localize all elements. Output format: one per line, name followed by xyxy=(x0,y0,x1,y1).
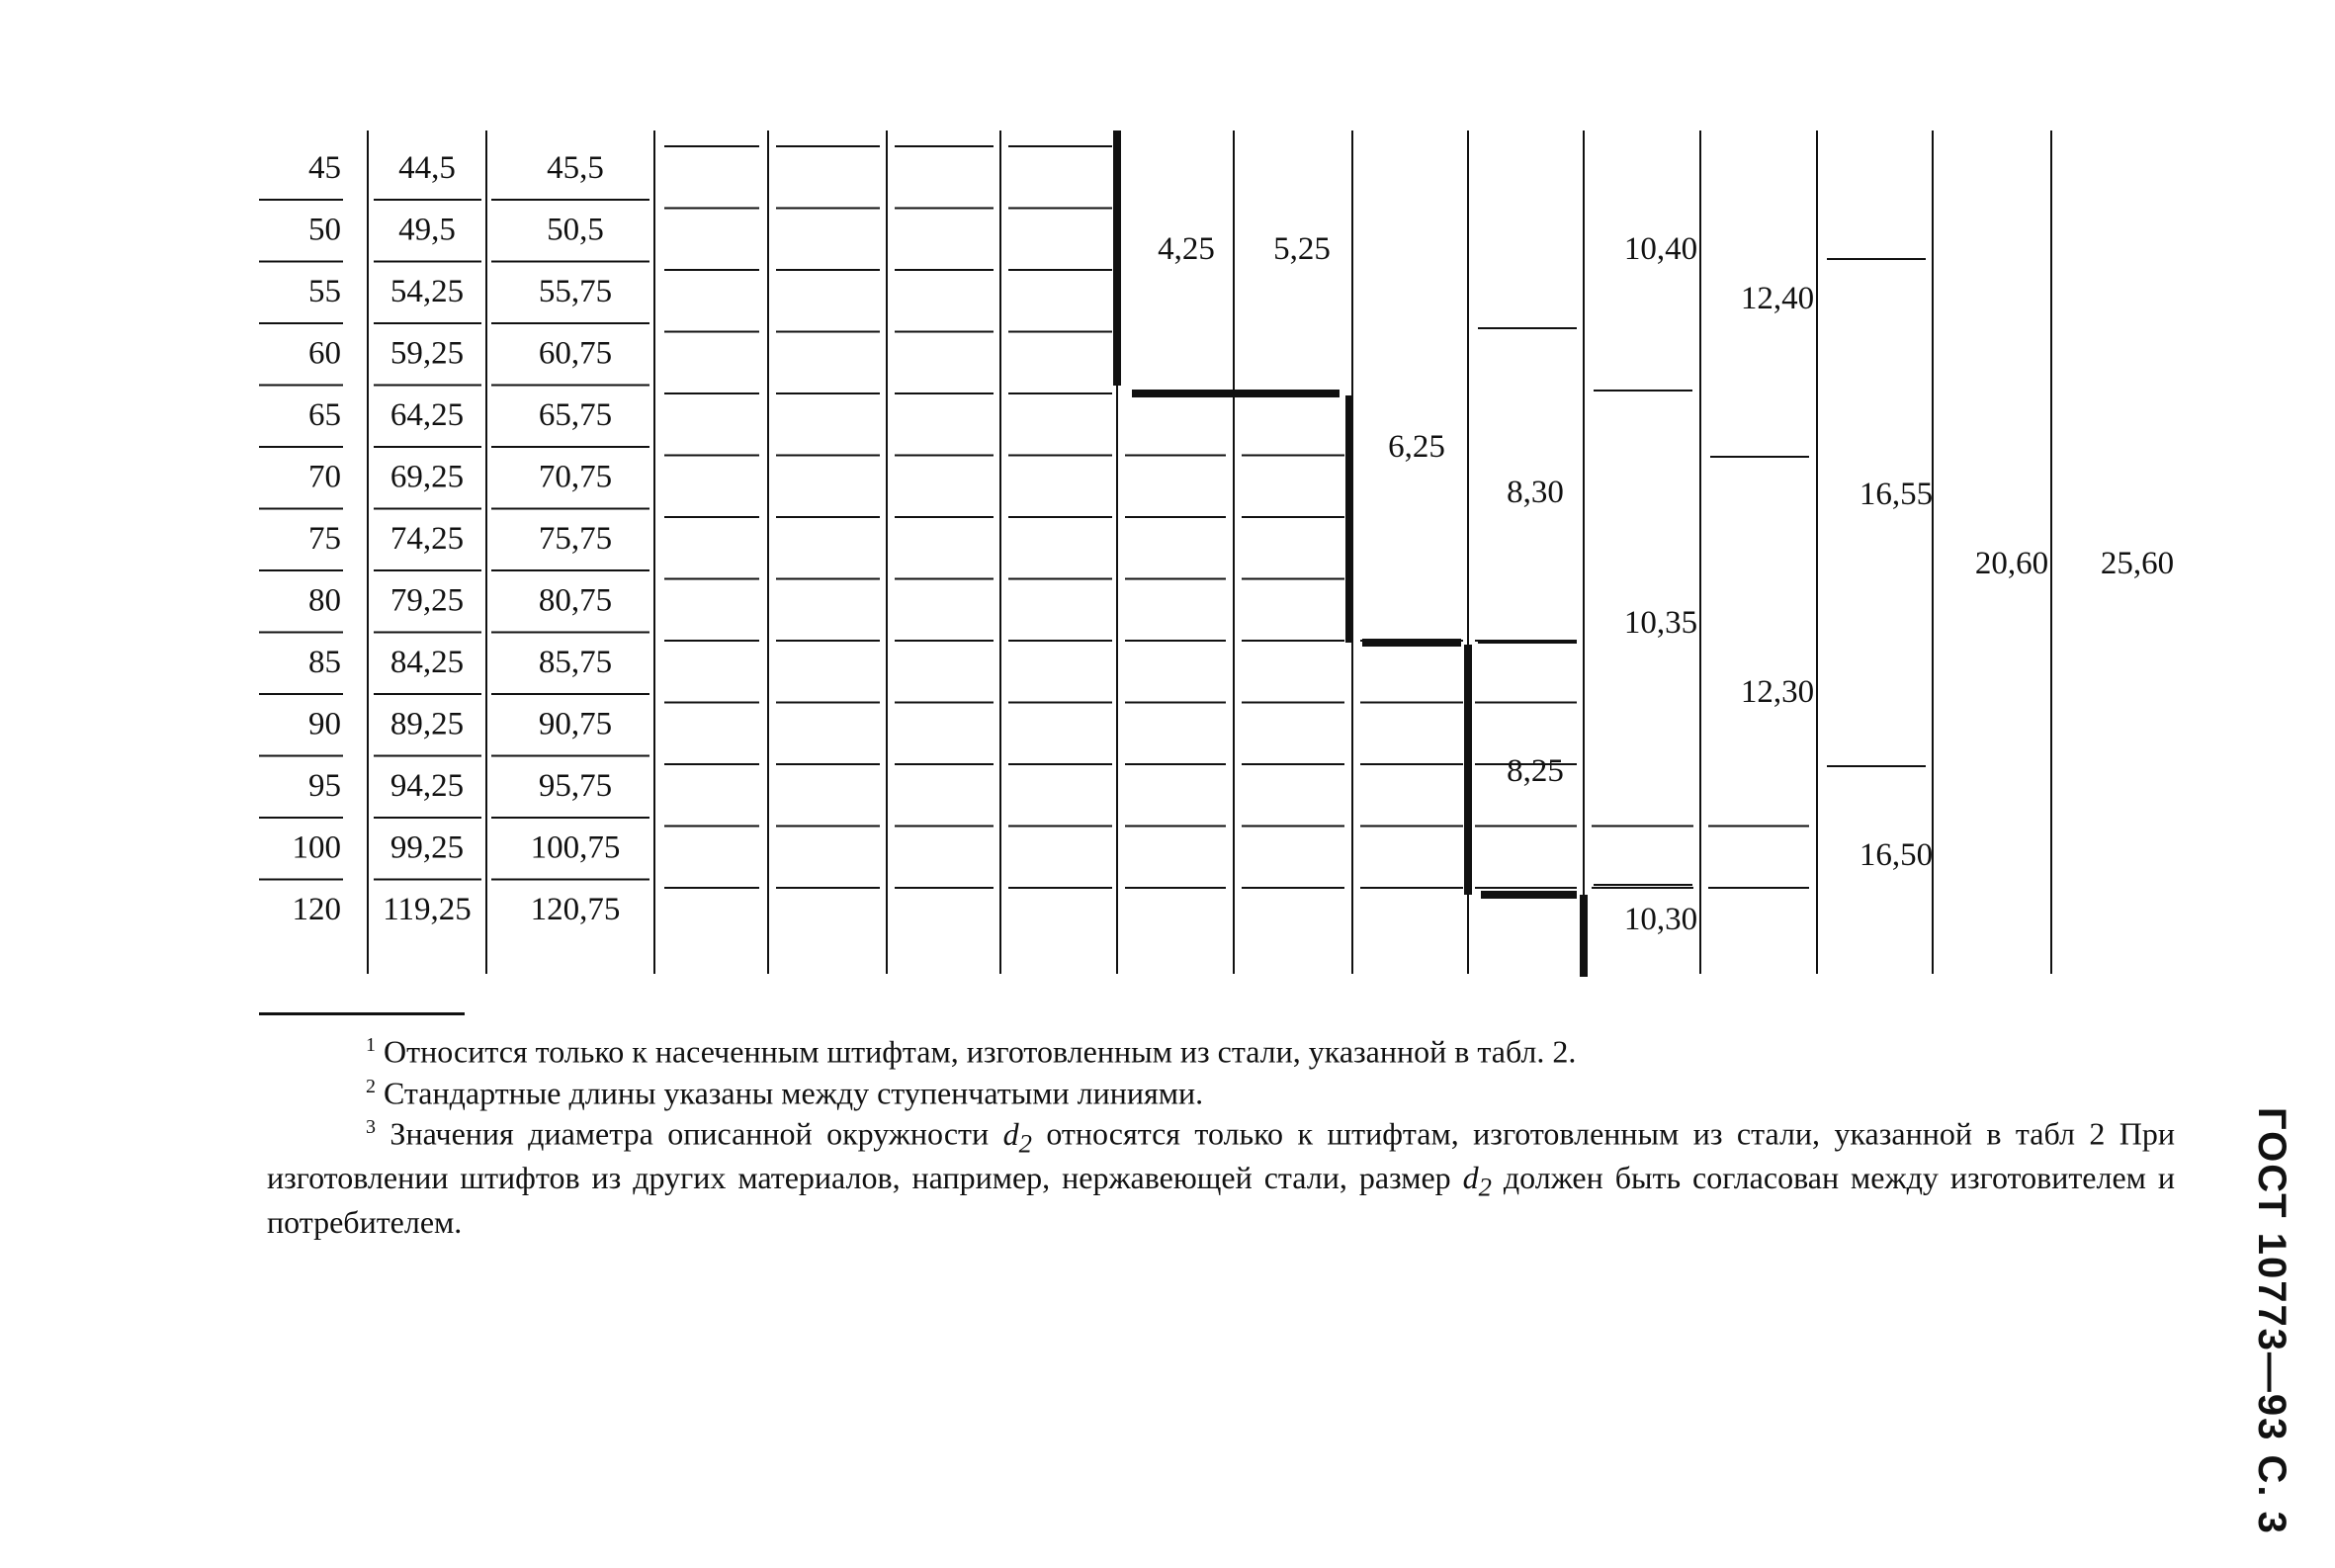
footnote-mark: 2 xyxy=(366,1075,376,1097)
span-value-cell: 5,25 xyxy=(1273,231,1331,267)
length-min-cell: 99,25 xyxy=(389,829,465,866)
length-cell: 95 xyxy=(308,768,341,804)
footnote-separator xyxy=(259,1012,465,1015)
footnote-1 xyxy=(267,1028,2175,1070)
length-min-cell: 119,25 xyxy=(383,892,472,927)
symbol-d2: $d_2$ xyxy=(1462,1160,1492,1202)
length-max-cell: 75,75 xyxy=(538,521,613,557)
footnotes xyxy=(267,1028,2175,1240)
span-value-cell: 12,30 xyxy=(1740,674,1815,710)
span-value-cell: 8,30 xyxy=(1507,475,1564,510)
length-cell: 120 xyxy=(292,892,341,927)
length-max-cell: 45,5 xyxy=(547,150,604,186)
page-header-label: ГОСТ 10773—93 С. 3 xyxy=(2250,1107,2293,1535)
span-value-cell: 16,55 xyxy=(1859,477,1934,512)
length-cell: 65 xyxy=(308,397,341,433)
footnote-2 xyxy=(267,1070,2175,1111)
length-max-cell: 120,75 xyxy=(530,892,621,927)
length-max-cell: 65,75 xyxy=(538,397,613,433)
length-max-cell: 60,75 xyxy=(538,335,613,372)
length-max-cell: 95,75 xyxy=(538,768,613,804)
length-cell: 75 xyxy=(308,521,341,557)
length-cell: 50 xyxy=(308,212,341,248)
length-max-cell: 100,75 xyxy=(530,829,621,866)
symbol-d2: $d_2$ xyxy=(1002,1115,1032,1159)
footnote-text: относятся только к штифтам, изготовленным из стали, указанной в табл 2 При изготовлении штифтов из других материалов, например, нержавеющей стали, размер xyxy=(267,1115,2176,1196)
footnote-3 xyxy=(267,1110,2175,1239)
length-max-cell: 70,75 xyxy=(538,459,613,495)
span-value-cell: 10,35 xyxy=(1623,605,1698,641)
length-max-cell: 50,5 xyxy=(547,212,604,248)
length-min-cell: 49,5 xyxy=(398,212,456,248)
length-min-cell: 94,25 xyxy=(389,768,465,804)
length-max-cell: 90,75 xyxy=(538,706,613,742)
length-max-cell: 85,75 xyxy=(538,645,613,680)
length-cell: 60 xyxy=(308,335,341,372)
footnote-text: Значения диаметра описанной окружности xyxy=(389,1115,990,1152)
length-min-cell: 59,25 xyxy=(389,335,465,372)
span-value-cell: 12,40 xyxy=(1740,281,1815,316)
length-cell: 80 xyxy=(308,582,341,619)
footnote-mark: 1 xyxy=(366,1034,376,1056)
length-min-cell: 54,25 xyxy=(389,274,465,309)
length-min-cell: 79,25 xyxy=(389,582,465,619)
span-value-cell: 25,60 xyxy=(2100,546,2175,581)
length-max-cell: 55,75 xyxy=(538,274,613,309)
length-min-cell: 89,25 xyxy=(389,706,465,742)
length-min-cell: 64,25 xyxy=(389,397,465,433)
length-min-cell: 74,25 xyxy=(389,521,465,557)
length-cell: 100 xyxy=(292,829,341,866)
length-max-cell: 80,75 xyxy=(538,582,613,619)
span-value-cell: 16,50 xyxy=(1859,837,1934,873)
length-cell: 90 xyxy=(308,706,341,742)
length-min-cell: 69,25 xyxy=(389,459,465,495)
length-cell: 55 xyxy=(308,274,341,309)
span-value-cell: 8,25 xyxy=(1507,753,1564,789)
length-cell: 85 xyxy=(308,645,341,680)
span-value-cell: 10,30 xyxy=(1623,902,1698,937)
span-value-cell: 20,60 xyxy=(1974,546,2049,581)
length-min-cell: 84,25 xyxy=(389,645,465,680)
length-cell: 70 xyxy=(308,459,341,495)
footnote-text: Относится только к насеченным штифтам, изготовленным из стали, указанной в табл. 2. xyxy=(384,1033,1577,1070)
length-min-cell: 44,5 xyxy=(398,150,456,186)
span-value-cell: 6,25 xyxy=(1388,429,1445,465)
footnote-text: Стандартные длины указаны между ступенчатыми линиями. xyxy=(384,1075,1204,1111)
span-value-cell: 10,40 xyxy=(1623,231,1698,267)
footnote-text: должен быть согласован между изготовителем и потребителем. xyxy=(267,1160,2175,1240)
length-cell: 45 xyxy=(308,150,341,186)
span-value-cell: 4,25 xyxy=(1158,231,1215,267)
footnote-mark: 3 xyxy=(366,1116,376,1139)
